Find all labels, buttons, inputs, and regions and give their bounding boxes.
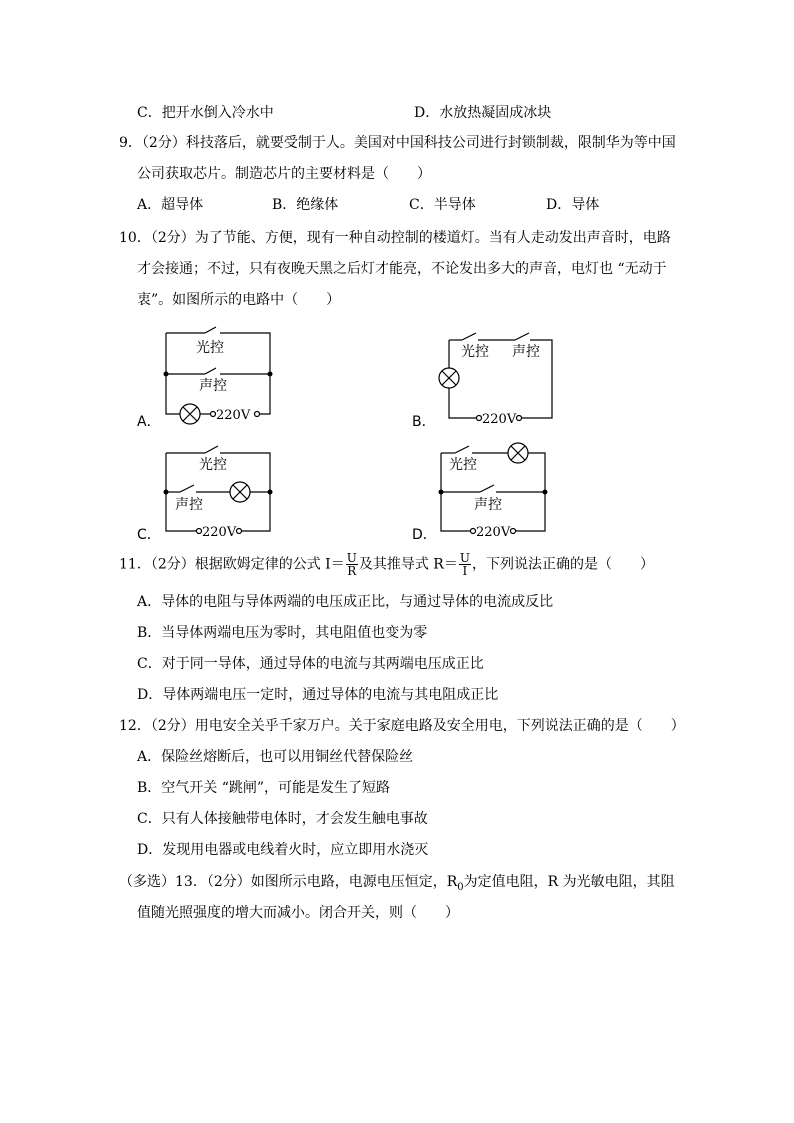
ohm-law-fraction bbox=[346, 552, 358, 577]
voltage-label-d: 220V bbox=[476, 525, 511, 540]
q11-stem-middle: 及其推导式 R＝ bbox=[358, 556, 458, 573]
q13-stem-post: 为定值电阻，R 为光敏电阻，其阻 bbox=[463, 874, 675, 890]
q11-option-c: C．对于同一导体，通过导体的电流与其两端电压成正比 bbox=[137, 656, 484, 672]
q11-stem-suffix: ，下列说法正确的是（ ） bbox=[471, 556, 654, 573]
q12-option-d: D．发现用电器或电线着火时，应立即用水浇灭 bbox=[137, 842, 429, 858]
light-switch-label-b: 光控 bbox=[461, 344, 489, 360]
q12-option-c: C．只有人体接触带电体时，才会发生触电事故 bbox=[137, 811, 428, 827]
sound-switch-label-c: 声控 bbox=[175, 497, 203, 513]
q9-stem-line2: 公司获取芯片。制造芯片的主要材料是（ ） bbox=[137, 166, 431, 182]
q13-stem-line1 bbox=[119, 873, 675, 897]
sound-switch-blade-d bbox=[480, 485, 494, 492]
q11-option-a: A．导体的电阻与导体两端的电压成正比，与通过导体的电流成反比 bbox=[137, 594, 554, 610]
q11-stem bbox=[119, 552, 654, 577]
fraction-numerator: U bbox=[346, 551, 357, 565]
q12-option-a: A．保险丝熔断后，也可以用铜丝代替保险丝 bbox=[137, 749, 414, 765]
light-switch-blade-b bbox=[462, 333, 476, 340]
fraction-denominator: I bbox=[462, 564, 468, 578]
q12-stem: 12．（2分）用电安全关乎千家万户。关于家庭电路及安全用电，下列说法正确的是（ ） bbox=[119, 718, 685, 734]
q9-stem-line1: 9．（2分）科技落后，就要受制于人。美国对中国科技公司进行封锁制裁，限制华为等中国 bbox=[119, 135, 676, 151]
light-switch-blade-a bbox=[205, 327, 216, 333]
fraction-numerator: U bbox=[459, 551, 470, 565]
resistance-fraction bbox=[459, 552, 471, 577]
q9-option-c: C．半导体 bbox=[409, 197, 476, 213]
q10-stem-line3: 衷”。如图所示的电路中（ ） bbox=[137, 292, 341, 308]
q13-stem-line2: 值随光照强度的增大而减小。闭合开关，则（ ） bbox=[137, 905, 459, 921]
option-label-d: D． bbox=[412, 527, 437, 543]
light-switch-label-a: 光控 bbox=[196, 340, 224, 356]
r0-subscript: 0 bbox=[457, 881, 464, 893]
q11-option-b: B．当导体两端电压为零时，其电阻值也变为零 bbox=[137, 625, 428, 641]
light-switch-blade-c bbox=[205, 446, 218, 453]
q11-option-d: D．导体两端电压一定时，通过导体的电流与其电阻成正比 bbox=[137, 687, 499, 703]
q9-option-d: D．导体 bbox=[546, 197, 600, 213]
q8-option-d: D．水放热凝固成冰块 bbox=[414, 105, 552, 121]
fraction-denominator: R bbox=[347, 564, 357, 578]
option-label-a: A． bbox=[137, 414, 161, 430]
voltage-label-b: 220V bbox=[482, 412, 517, 427]
light-switch-blade-d bbox=[455, 446, 469, 453]
q12-option-b: B．空气开关 “跳闸”，可能是发生了短路 bbox=[137, 780, 391, 796]
option-label-c: C． bbox=[137, 527, 161, 543]
q10-stem-line2: 才会接通；不过，只有夜晚天黑之后灯才能亮，不论发出多大的声音，电灯也 “无动于 bbox=[137, 261, 667, 277]
voltage-label-a: 220V bbox=[216, 408, 251, 423]
sound-switch-blade-c bbox=[180, 485, 194, 492]
sound-switch-blade-a bbox=[205, 368, 216, 374]
q9-option-a: A．超导体 bbox=[137, 197, 204, 213]
q11-stem-prefix: 11．（2分）根据欧姆定律的公式 I＝ bbox=[119, 556, 345, 573]
q10-stem-line1: 10．（2分）为了节能、方便，现有一种自动控制的楼道灯。当有人走动发出声音时，电路 bbox=[119, 230, 671, 246]
sound-switch-label-d: 声控 bbox=[474, 497, 502, 513]
voltage-label-c: 220V bbox=[202, 525, 237, 540]
sound-switch-blade-b bbox=[515, 333, 529, 340]
sound-switch-label-a: 声控 bbox=[199, 378, 227, 394]
q8-option-c: C．把开水倒入冷水中 bbox=[137, 105, 274, 121]
light-switch-label-d: 光控 bbox=[449, 457, 477, 473]
sound-switch-label-b: 声控 bbox=[512, 344, 540, 360]
q13-stem-pre: （多选）13．（2分）如图所示电路，电源电压恒定，R bbox=[119, 874, 458, 890]
light-switch-label-c: 光控 bbox=[199, 457, 227, 473]
q9-option-b: B．绝缘体 bbox=[272, 197, 339, 213]
option-label-b: B． bbox=[412, 414, 436, 430]
